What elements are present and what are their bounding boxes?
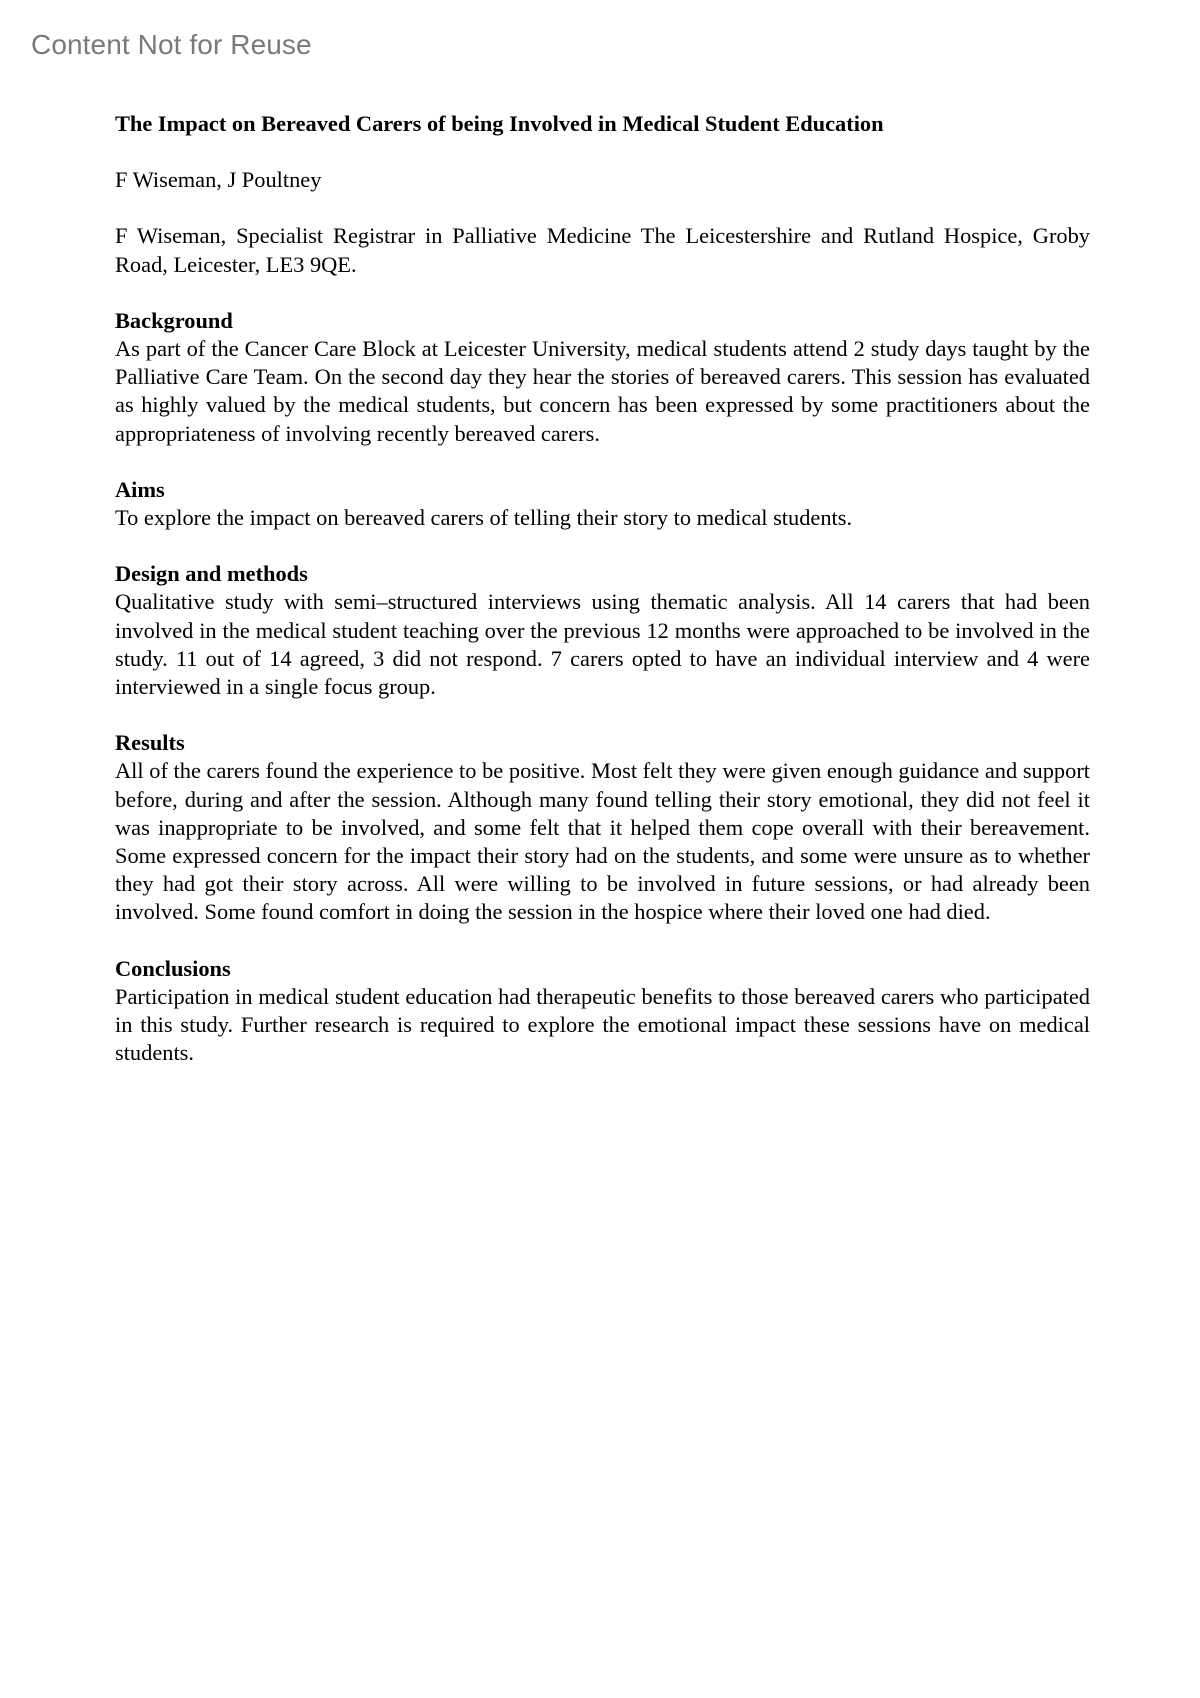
author-list: F Wiseman, J Poultney [115,167,322,193]
watermark: Content Not for Reuse [31,29,312,60]
section-body: Qualitative study with semi–structured interviews using thematic analysis. All 14 carers that had been involved in the medical student teaching over the previous 12 months were approached to be involved in the study. 11 out of 14 agreed, 3 did not respond. 7 carers opted to have an individual interview and 4 were interviewed in a single focus group. [115,589,1090,700]
section-body: To explore the impact on bereaved carers of telling their story to medical students. [115,505,853,531]
section-heading: Results [115,730,185,756]
section-background [115,307,1090,448]
document-title: The Impact on Bereaved Carers of being Involved in Medical Student Education [115,111,884,136]
document-page [115,110,1090,1095]
section-body: Participation in medical student education had therapeutic benefits to those bereaved carers who participated in this study. Further research is required to explore the emotional impact these sessions have on medical students. [115,983,1090,1066]
author-affiliation: F Wiseman, Specialist Registrar in Palliative Medicine The Leicestershire and Rutland Hospice, Groby Road, Leicester, LE3 9QE. [115,223,1090,277]
section-design-and-methods [115,560,1090,701]
section-heading: Background [115,307,233,333]
section-results [115,729,1090,926]
section-heading: Conclusions [115,955,231,981]
section-heading: Design and methods [115,561,308,587]
section-conclusions [115,955,1090,1068]
section-aims [115,476,1090,532]
section-body: All of the carers found the experience to be positive. Most felt they were given enough guidance and support before, during and after the session. Although many found telling their story emotional, they did not feel it was inappropriate to be involved, and some felt that it helped them cope overall with their bereavement. Some expressed concern for the impact their story had on the students, and some were unsure as to whether they had got their story across. All were willing to be involved in future sessions, or had already been involved. Some found comfort in doing the session in the hospice where their loved one had died. [115,758,1090,925]
section-heading: Aims [115,476,165,502]
section-body: As part of the Cancer Care Block at Leicester University, medical students attend 2 study days taught by the Palliative Care Team. On the second day they hear the stories of bereaved carers. This session has evaluated as highly valued by the medical students, but concern has been expressed by some practitioners about the appropriateness of involving recently bereaved carers. [115,336,1090,446]
